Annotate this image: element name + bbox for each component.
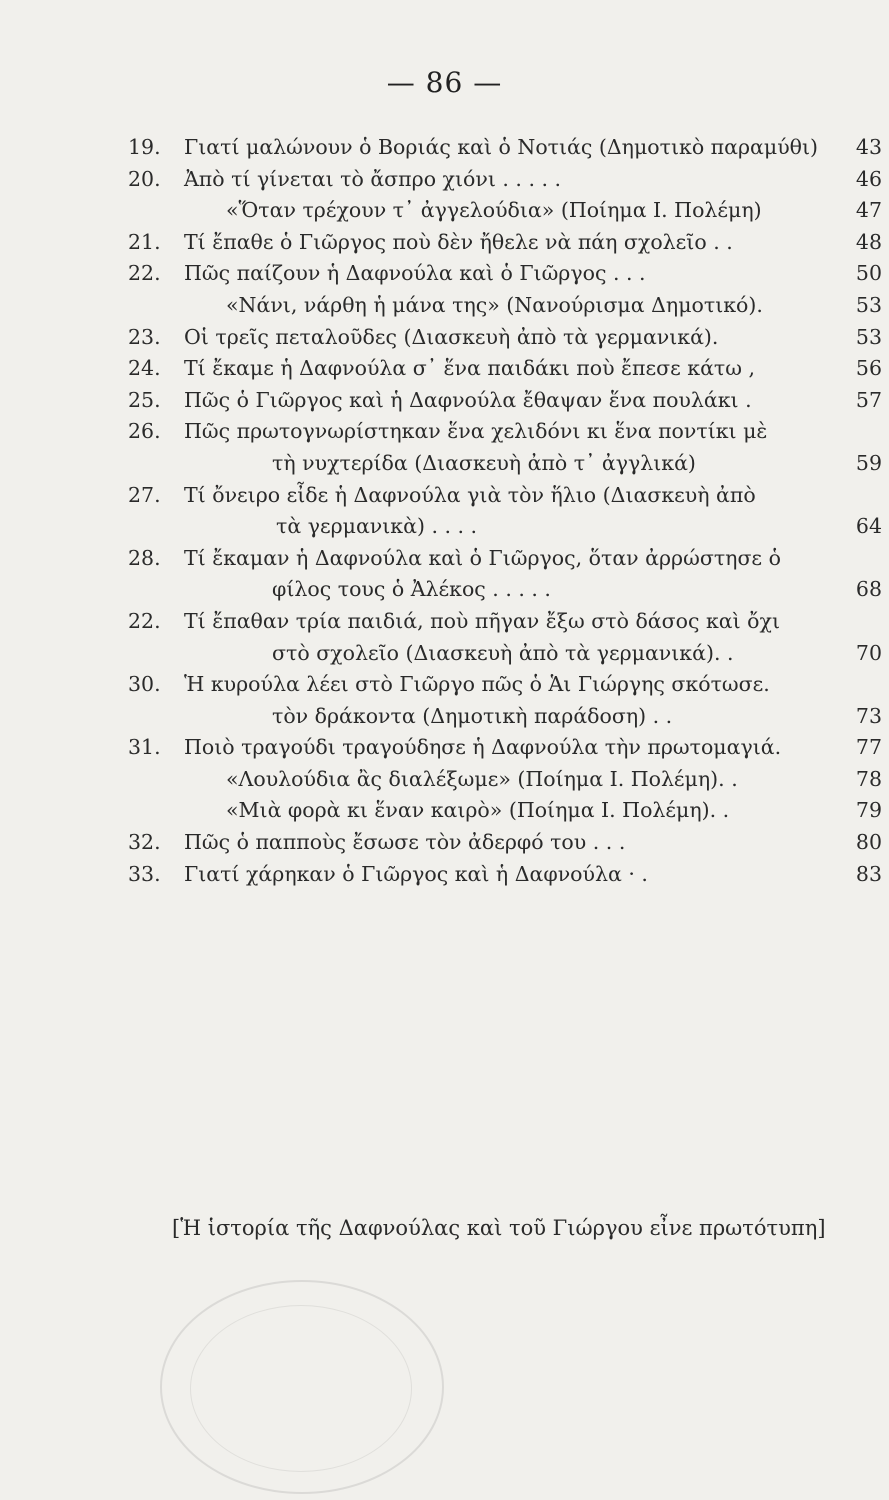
entry-number: 32. [128, 830, 161, 855]
toc-row [128, 669, 886, 701]
entry-page: 48 [855, 229, 882, 254]
footnote: [Ἡ ἱστορία τῆς Δαφνούλας καὶ τοῦ Γιώργου εἶνε πρωτότυπη] [172, 1216, 826, 1240]
toc-row [128, 227, 886, 259]
toc-row [128, 701, 886, 733]
entry-title: Τί ἔκαμε ἡ Δαφνούλα σ᾿ ἕνα παιδάκι ποὺ ἔπεσε κάτω , [184, 356, 756, 381]
toc-row [128, 859, 886, 891]
entry-title: τὰ γερμανικὰ) . . . . [276, 514, 478, 539]
entry-number: 24. [128, 356, 161, 381]
toc-row [128, 164, 886, 196]
entry-title: Τί ὄνειρο εἶδε ἡ Δαφνούλα γιὰ τὸν ἥλιο (Διασκευὴ ἀπὸ [184, 482, 756, 507]
toc-row [128, 322, 886, 354]
entry-title: στὸ σχολεῖο (Διασκευὴ ἀπὸ τὰ γερμανικά). . [272, 640, 734, 665]
entry-title: Τί ἔπαθαν τρία παιδιά, ποὺ πῆγαν ἔξω στὸ δάσος καὶ ὄχι [184, 608, 780, 633]
toc-row [128, 416, 886, 448]
entry-page: 70 [855, 640, 882, 665]
entry-page: 80 [855, 830, 882, 855]
entry-title: Γιατί χάρηκαν ὁ Γιῶργος καὶ ἡ Δαφνούλα · . [184, 861, 648, 886]
entry-number: 30. [128, 672, 161, 697]
entry-number: 31. [128, 735, 161, 760]
entry-page: 68 [855, 577, 882, 602]
entry-title: τὸν δράκοντα (Δημοτικὴ παράδοση) . . [272, 703, 673, 728]
entry-title: Τί ἔπαθε ὁ Γιῶργος ποὺ δὲν ἤθελε νὰ πάη σχολεῖο . . [184, 229, 733, 254]
entry-page: 64 [855, 514, 882, 539]
toc-row [128, 827, 886, 859]
toc-row [128, 764, 886, 796]
entry-title: φίλος τους ὁ Ἀλέκος . . . . . [272, 577, 551, 602]
entry-page: 53 [855, 324, 882, 349]
entry-title: «Ὅταν τρέχουν τ᾿ ἀγγελούδια» (Ποίημα Ι. Πολέμη) [226, 198, 762, 223]
entry-title: «Νάνι, νάρθη ἡ μάνα της» (Νανούρισμα Δημοτικό). [226, 292, 763, 317]
entry-title: Πῶς παίζουν ἡ Δαφνούλα καὶ ὁ Γιῶργος . . . [184, 261, 646, 286]
entry-page: 83 [855, 861, 882, 886]
entry-number: 21. [128, 229, 161, 254]
entry-page: 53 [855, 292, 882, 317]
entry-number: 26. [128, 419, 161, 444]
entry-page: 43 [855, 135, 882, 159]
toc-row [128, 606, 886, 638]
entry-title: Γιατί μαλώνουν ὁ Βοριάς καὶ ὁ Νοτιάς (Δημοτικὸ παραμύθι) [184, 135, 819, 159]
entry-page: 56 [855, 356, 882, 381]
entry-number: 33. [128, 861, 161, 886]
table-of-contents [128, 132, 886, 890]
entry-number: 23. [128, 324, 161, 349]
library-stamp-inner-icon [190, 1305, 412, 1472]
entry-page: 79 [855, 798, 882, 823]
toc-row [128, 290, 886, 322]
toc-row [128, 511, 886, 543]
entry-title: Ἡ κυρούλα λέει στὸ Γιῶργο πῶς ὁ Ἁι Γιώργης σκότωσε. [184, 672, 770, 697]
page-number: — 86 — [386, 66, 503, 99]
entry-page: 46 [855, 166, 882, 191]
entry-title: Ἀπὸ τί γίνεται τὸ ἄσπρο χιόνι . . . . . [184, 166, 562, 191]
toc-row [128, 795, 886, 827]
entry-title: τὴ νυχτερίδα (Διασκευὴ ἀπὸ τ᾿ ἀγγλικά) [272, 450, 696, 475]
entry-title: «Μιὰ φορὰ κι ἕναν καιρὸ» (Ποίημα Ι. Πολέμη). . [226, 798, 730, 823]
toc-row [128, 480, 886, 512]
entry-title: Οἱ τρεῖς πεταλοῦδες (Διασκευὴ ἀπὸ τὰ γερμανικά). [184, 324, 719, 349]
toc-row [128, 258, 886, 290]
entry-title: «Λουλούδια ἂς διαλέξωμε» (Ποίημα Ι. Πολέμη). . [226, 766, 738, 791]
toc-row [128, 195, 886, 227]
entry-title: Πῶς ὁ παπποὺς ἔσωσε τὸν ἀδερφό του . . . [184, 830, 626, 855]
toc-row [128, 448, 886, 480]
entry-page: 59 [855, 450, 882, 475]
entry-number: 22. [128, 608, 161, 633]
entry-title: Πῶς ὁ Γιῶργος καὶ ἡ Δαφνούλα ἔθαψαν ἕνα πουλάκι . [184, 387, 752, 412]
entry-page: 78 [855, 766, 882, 791]
toc-row [128, 638, 886, 670]
entry-title: Τί ἔκαμαν ἡ Δαφνούλα καὶ ὁ Γιῶργος, ὅταν ἀρρώστησε ὁ [184, 545, 781, 570]
toc-row [128, 543, 886, 575]
toc-row [128, 732, 886, 764]
entry-page: 47 [855, 198, 882, 223]
entry-page: 77 [855, 735, 882, 760]
entry-page: 57 [855, 387, 882, 412]
entry-number: 25. [128, 387, 161, 412]
entry-number: 19. [128, 135, 161, 159]
entry-page: 50 [855, 261, 882, 286]
toc-row [128, 385, 886, 417]
toc-row [128, 353, 886, 385]
entry-page: 73 [855, 703, 882, 728]
entry-title: Ποιὸ τραγούδι τραγούδησε ἡ Δαφνούλα τὴν πρωτομαγιά. [184, 735, 782, 760]
entry-title: Πῶς πρωτογνωρίστηκαν ἕνα χελιδόνι κι ἕνα ποντίκι μὲ [184, 419, 768, 444]
entry-number: 28. [128, 545, 161, 570]
toc-row [128, 132, 886, 164]
entry-number: 27. [128, 482, 161, 507]
toc-row [128, 574, 886, 606]
entry-number: 22. [128, 261, 161, 286]
entry-number: 20. [128, 166, 161, 191]
